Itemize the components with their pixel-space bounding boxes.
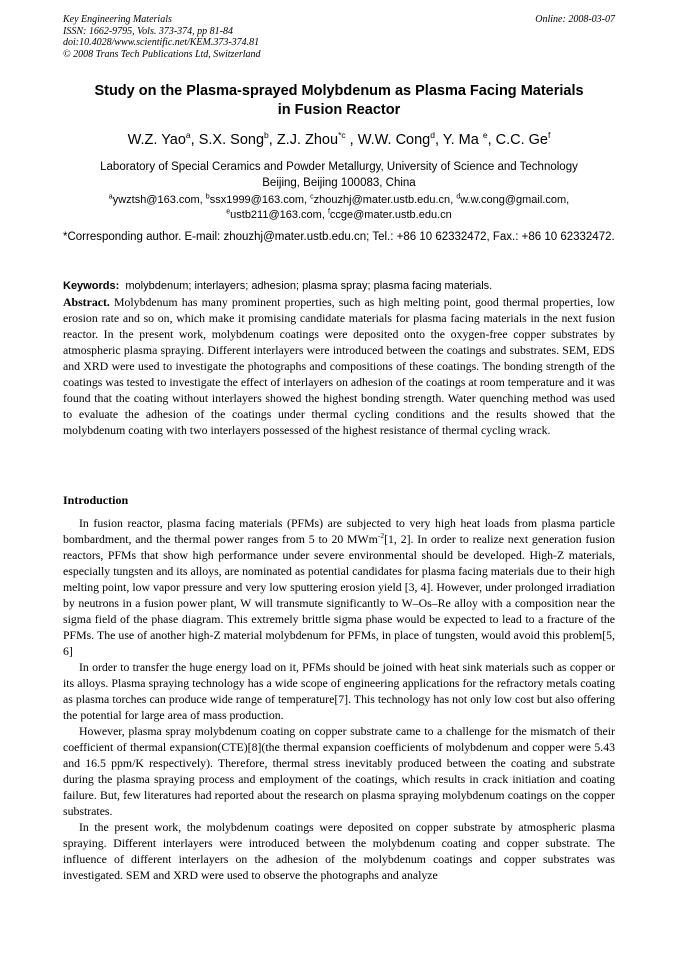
email-link[interactable]: zhouzhj@mater.ustb.edu.cn [313, 194, 451, 206]
title-line-2: in Fusion Reactor [277, 102, 401, 118]
email-link[interactable]: w.w.cong@gmail.com [460, 194, 567, 206]
paragraph: However, plasma spray molybdenum coating on copper substrate came to a challenge for the mismatch of their coefficient of thermal expansion(CTE)[8](the thermal expansion coefficients of molybdenum and copper were 5.43 and 16.5 ppm/K respectively). Therefore, thermal stress inevitably produced between the coating and substrate during the plasma spraying process and employment of the coatings, which results in crack initiation and coating failure. But, few literatures had reported about the research on plasma spraying molybdenum coatings on the copper substrates. [63, 724, 615, 818]
email-sup: d [456, 193, 461, 201]
email-sup: a [108, 193, 113, 201]
abstract-text: Molybdenum has many prominent properties, such as high melting point, good thermal properties, low erosion rate and so on, which make it promising candidate materials for plasma facing materials in the next fusion reactor. In the present work, molybdenum coatings were deposited onto the oxygen-free copper substrates by atmospheric plasma spraying. Different interlayers were introduced between the coatings and substrates. SEM, EDS and XRD were used to investigate the photographs and compositions of these coatings. The bonding strength of the coatings was tested to investigate the effect of interlayers on adhesion of the coatings at room temperature and it was found that the coating without interlayers showed the highest bonding strength. Water quenching method was used to evaluate the adhesion of the coatings under thermal cycling conditions and the results showed that the molybdenum coating with two interlayers possessed of the highest resistance of thermal cycling wrack. [63, 295, 615, 437]
email-sup: e [226, 208, 231, 216]
author-name: S.X. Song [198, 132, 265, 148]
email-link[interactable]: ccge@mater.ustb.edu.cn [329, 209, 452, 221]
author-name: C.C. Ge [495, 132, 548, 148]
journal-doi: doi:10.4028/www.scientific.net/KEM.373-374.81 [63, 37, 260, 48]
paragraph: In the present work, the molybdenum coatings were deposited on copper substrate by atmospheric plasma spraying. Different interlayers were introduced between the molybdenum coating and copper substrate. The influence of different interlayers on the adhesion of the molybdenum coatings and copper substrates was investigated. SEM and XRD were used to observe the photographs and analyze [63, 820, 615, 882]
paragraph-text: In fusion reactor, plasma facing materials (PFMs) are subjected to very high heat loads from plasma particle bombardment, and the thermal power ranges from 5 to 20 MWm [63, 516, 615, 546]
paragraph: In order to transfer the huge energy load on it, PFMs should be joined with heat sink materials such as copper or its alloys. Plasma spraying technology has a wide scope of engineering applications for the refractory metals coating as plasma torches can produce wide range of temperature[7]. This technology has not only low cost but also offering the potential for large area of mass production. [63, 660, 615, 722]
keywords-text: molybdenum; interlayers; adhesion; plasma spray; plasma facing materials. [125, 280, 493, 292]
paper-title [63, 82, 615, 120]
online-date: Online: 2008-03-07 [535, 14, 615, 25]
author-name: W.W. Cong [357, 132, 431, 148]
affiliation [63, 160, 615, 191]
affiliation-line-2: Beijing, Beijing 100083, China [262, 176, 416, 189]
email-line-1: $^a$ywztsh@163.com, $^b$ssx1999@163.com, $^c$zhouzhj@mater.ustb.edu.cn, $^d$w.w.cong@gmail.com, [108, 193, 570, 206]
email-sup: b [205, 193, 210, 201]
author-name: Y. Ma [442, 132, 479, 148]
author-sup: f [548, 130, 551, 141]
email-link[interactable]: ywztsh@163.com [112, 194, 200, 206]
email-sup: f [327, 208, 330, 216]
journal-copyright: © 2008 Trans Tech Publications Ltd, Switzerland [63, 48, 261, 60]
keywords-label: Keywords: [63, 280, 120, 292]
title-line-1: Study on the Plasma-sprayed Molybdenum as Plasma Facing Materials [94, 83, 584, 99]
email-link[interactable]: ssx1999@163.com [209, 194, 305, 206]
author-list: W.Z. Yao$^a$, S.X. Song$^b$, Z.J. Zhou$^{*c}$ , W.W. Cong$^d$, Y. Ma $^e$, C.C. Ge$^f$ [127, 130, 551, 148]
email-line-2: $^e$ustb211@163.com, $^f$ccge@mater.ustb.edu.cn [226, 208, 452, 221]
journal-header [63, 14, 615, 60]
author-sup: a [185, 130, 191, 141]
journal-issn: ISSN: 1662-9795, Vols. 373-374, pp 81-84 [63, 25, 233, 37]
email-link[interactable]: ustb211@163.com [230, 209, 322, 221]
unit-superscript: -2 [377, 531, 385, 541]
section-heading-introduction: Introduction [63, 493, 129, 507]
paragraph [63, 515, 615, 659]
introduction-body [63, 515, 615, 883]
author-name: Z.J. Zhou [276, 132, 339, 148]
abstract [63, 294, 615, 438]
author-sup: b [264, 130, 269, 141]
author-name: W.Z. Yao [127, 132, 186, 148]
journal-name: Key Engineering Materials [63, 14, 172, 25]
author-emails [63, 193, 615, 223]
author-sup: *c [338, 130, 346, 141]
corresponding-author-note: *Corresponding author. E-mail: zhouzhj@mater.ustb.edu.cn; Tel.: +86 10 62332472, Fax.: +86 10 62332472. [63, 231, 615, 243]
keywords [63, 279, 623, 293]
abstract-label: Abstract. [63, 295, 110, 309]
affiliation-line-1: Laboratory of Special Ceramics and Powder Metallurgy, University of Science and Technology [100, 161, 578, 173]
paragraph-text: [1, 2]. In order to realize next generation fusion reactors, PFMs that show high performance under severe environmental should be developed. High-Z materials, especially tungsten and its alloys, are nominated as potential candidates for plasma facing materials due to their high melting point, low vapor pressure and very low sputtering erosion yield [3, 4]. However, under prolonged irradiation by neutrons in a fusion power plant, W will transmute significantly to W–Os–Re alloy with a composition near the sigma field of the phase diagram. This extremely brittle sigma phase would be expected to lead to a fracture of the PFMs. The use of another high-Z material molybdenum for PFMs, in place of tungsten, would avoid this problem[5, 6] [63, 532, 615, 658]
author-sup: e [482, 130, 488, 141]
author-sup: d [430, 130, 435, 141]
email-sup: c [310, 193, 314, 201]
